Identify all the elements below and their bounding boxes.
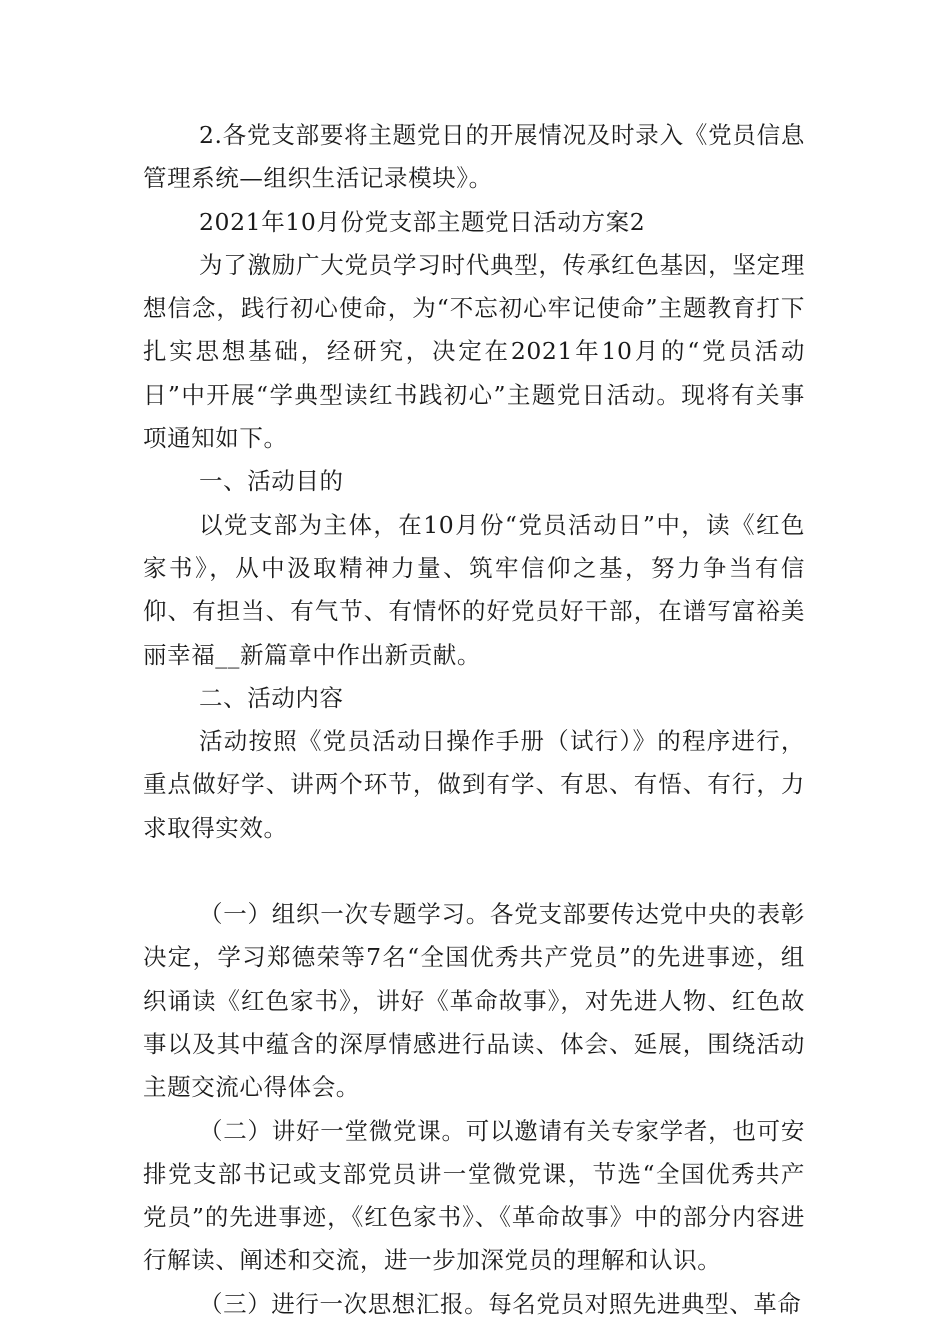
paragraph-record-entry: 2.各党支部要将主题党日的开展情况及时录入《党员信息管理系统—组织生活记录模块》。 [143,121,805,193]
document-heading-plan-2: 2021年10月份党支部主题党日活动方案2 [199,207,646,236]
section-heading-content: 二、活动内容 [199,683,344,712]
paragraph-item-2-micro-lecture: （二）讲好一堂微党课。可以邀请有关专家学者，也可安排党支部书记或支部党员讲一堂微党课，节选“全国优秀共产党员”的先进事迹，《红色家书》、《革命故事》中的部分内容进行解读、阐述和交流，进一步加深党员的理解和认识。 [143,1116,805,1275]
paragraph-introduction: 为了激励广大党员学习时代典型，传承红色基因，坚定理想信念，践行初心使命，为“不忘初心牢记使命”主题教育打下扎实思想基础，经研究，决定在2021年10月的“党员活动日”中开展“学典型读红书践初心”主题党日活动。现将有关事项通知如下。 [143,250,805,453]
paragraph-content-overview: 活动按照《党员活动日操作手册（试行）》的程序进行，重点做好学、讲两个环节，做到有学、有思、有悟、有行，力求取得实效。 [143,727,805,842]
section-heading-purpose: 一、活动目的 [199,467,344,496]
paragraph-item-3-report: （三）进行一次思想汇报。每名党员对照先进典型、革命 [199,1289,802,1318]
document-body [143,114,805,1326]
paragraph-purpose: 以党支部为主体，在10月份“党员活动日”中，读《红色家书》，从中汲取精神力量、筑牢信仰之基，努力争当有信仰、有担当、有气节、有情怀的好党员好干部，在谱写富裕美丽幸福__新篇章中作出新贡献。 [143,510,805,669]
paragraph-spacer [143,850,805,893]
paragraph-item-1-study: （一）组织一次专题学习。各党支部要传达党中央的表彰决定，学习郑德荣等7名“全国优秀共产党员”的先进事迹，组织诵读《红色家书》，讲好《革命故事》，对先进人物、红色故事以及其中蕴含的深厚情感进行品读、体会、延展，围绕活动主题交流心得体会。 [143,900,805,1102]
